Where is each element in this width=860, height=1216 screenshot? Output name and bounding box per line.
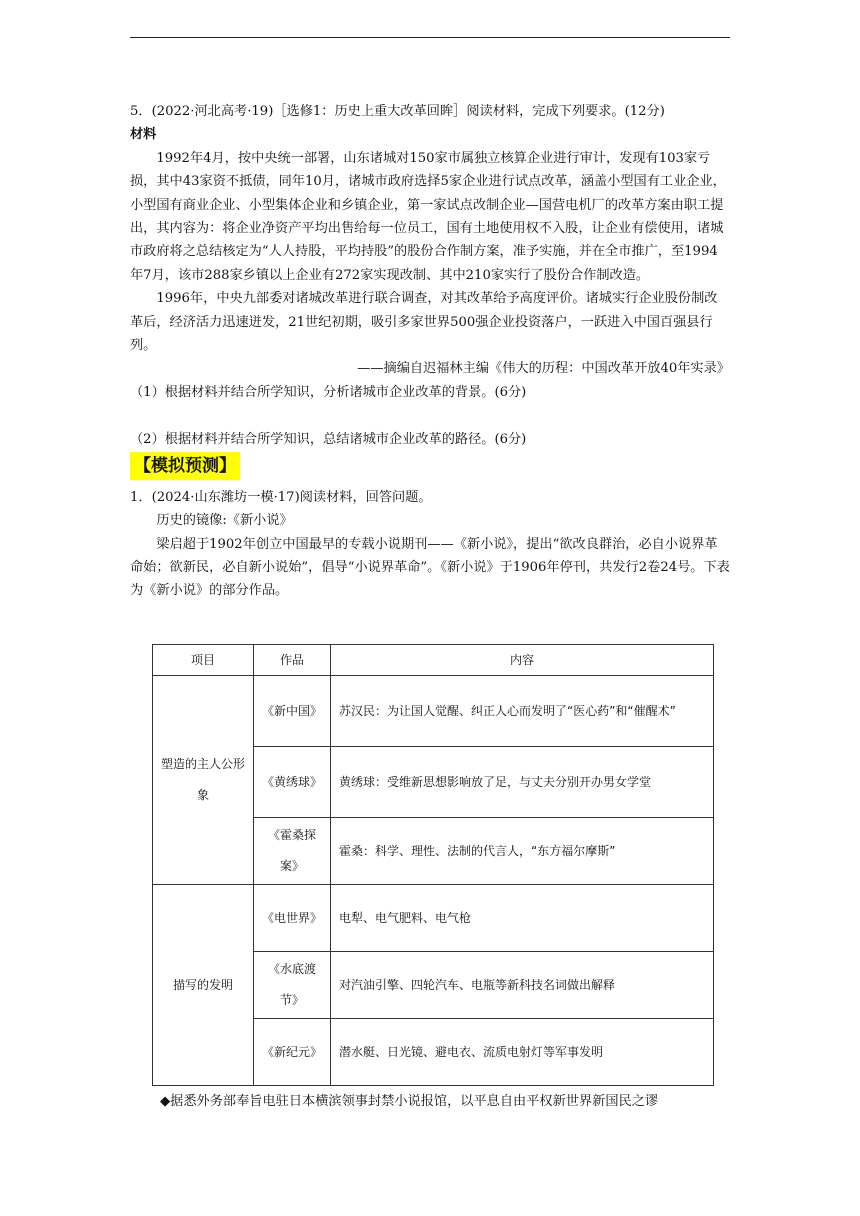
- sub-question-2: （2）根据材料并结合所学知识，总结诸城市企业改革的路径。(6分): [130, 432, 527, 448]
- table-row: [153, 676, 714, 747]
- header-content: 内容: [331, 645, 714, 676]
- work-cell: 《黄绣球》: [254, 747, 331, 818]
- question-5-heading: 5．(2022·河北高考·19)［选修1：历史上重大改革回眸］阅读材料，完成下列要求。(12分): [130, 104, 665, 119]
- work-cell: 《新中国》: [254, 676, 331, 747]
- page-body: [130, 100, 730, 603]
- question-1-heading: 1．(2024·山东潍坊一模·17)阅读材料，回答问题。: [130, 489, 432, 505]
- content-cell: 苏汉民：为让国人觉醒、纠正人心而发明了“医心药”和“催醒术”: [331, 676, 714, 747]
- content-cell: 霍桑：科学、理性、法制的代言人，“东方福尔摩斯”: [331, 818, 714, 885]
- work-cell: 《新纪元》: [254, 1019, 331, 1086]
- header-work: 作品: [254, 645, 331, 676]
- header-rule: [130, 37, 730, 38]
- works-table: [152, 644, 714, 1086]
- work-cell: 《霍桑探案》: [254, 818, 331, 885]
- footer-text: ◆据悉外务部奉旨电驻日本横滨领事封禁小说报馆，以平息自由平权新世界新国民之谬: [160, 1094, 659, 1109]
- question-1-paragraph: 梁启超于1902年创立中国最早的专载小说期刊——《新小说》，提出“欲改良群治，必自小说界革命始；欲新民，必自新小说始”，倡导“小说界革命”。《新小说》于1906年停刊，共发行2卷24号。下表为《新小说》的部分作品。: [130, 536, 730, 599]
- material-label: 材料: [130, 127, 157, 143]
- content-cell: 潜水艇、日光镜、避电衣、流质电射灯等军事发明: [331, 1019, 714, 1086]
- material-paragraph-1: 1992年4月，按中央统一部署，山东诸城对150家市属独立核算企业进行审计，发现有103家亏损，其中43家资不抵债，同年10月，诸城市政府选择5家企业进行试点改革，涵盖小型国有工业企业，小型国有商业企业、小型集体企业和乡镇企业，第一家试点改制企业—国营电机厂的改革方案由职工提出，其内容为：将企业净资产平均出售给每一位员工，国有土地使用权不入股，让企业有偿使用，诸城市政府将之总结核定为“人人持股，平均持股”的股份合作制方案，准予实施，并在全市推广，至1994年7月，该市288家乡镇以上企业有272家实现改制、其中210家实行了股份合作制改造。: [130, 150, 726, 283]
- sub-question-1: （1）根据材料并结合所学知识，分析诸城市企业改革的背景。(6分): [130, 384, 527, 400]
- header-item: 项目: [153, 645, 254, 676]
- table-row: [153, 885, 714, 952]
- content-cell: 对汽油引擎、四轮汽车、电瓶等新科技名词做出解释: [331, 952, 714, 1019]
- content-cell: 黄绣球：受维新思想影响放了足，与丈夫分别开办男女学堂: [331, 747, 714, 818]
- material-paragraph-2: 1996年，中央九部委对诸城改革进行联合调查，对其改革给予高度评价。诸城实行企业股份制改革后，经济活力迅速迸发，21世纪初期，吸引多家世界500强企业投资落户，一跃进入中国百强县行列。: [130, 291, 718, 354]
- group-item-cell: 塑造的主人公形象: [153, 676, 254, 885]
- work-cell: 《电世界》: [254, 885, 331, 952]
- question-1-subtitle: 历史的镜像:《新小说》: [156, 513, 293, 529]
- work-cell: 《水底渡节》: [254, 952, 331, 1019]
- group-item-cell: 描写的发明: [153, 885, 254, 1086]
- section-banner: 【模拟预测】: [130, 452, 240, 480]
- table-header-row: [153, 645, 714, 676]
- material-source: ——摘编自迟福林主编《伟大的历程：中国改革开放40年实录》: [357, 361, 730, 377]
- content-cell: 电犁、电气肥料、电气枪: [331, 885, 714, 952]
